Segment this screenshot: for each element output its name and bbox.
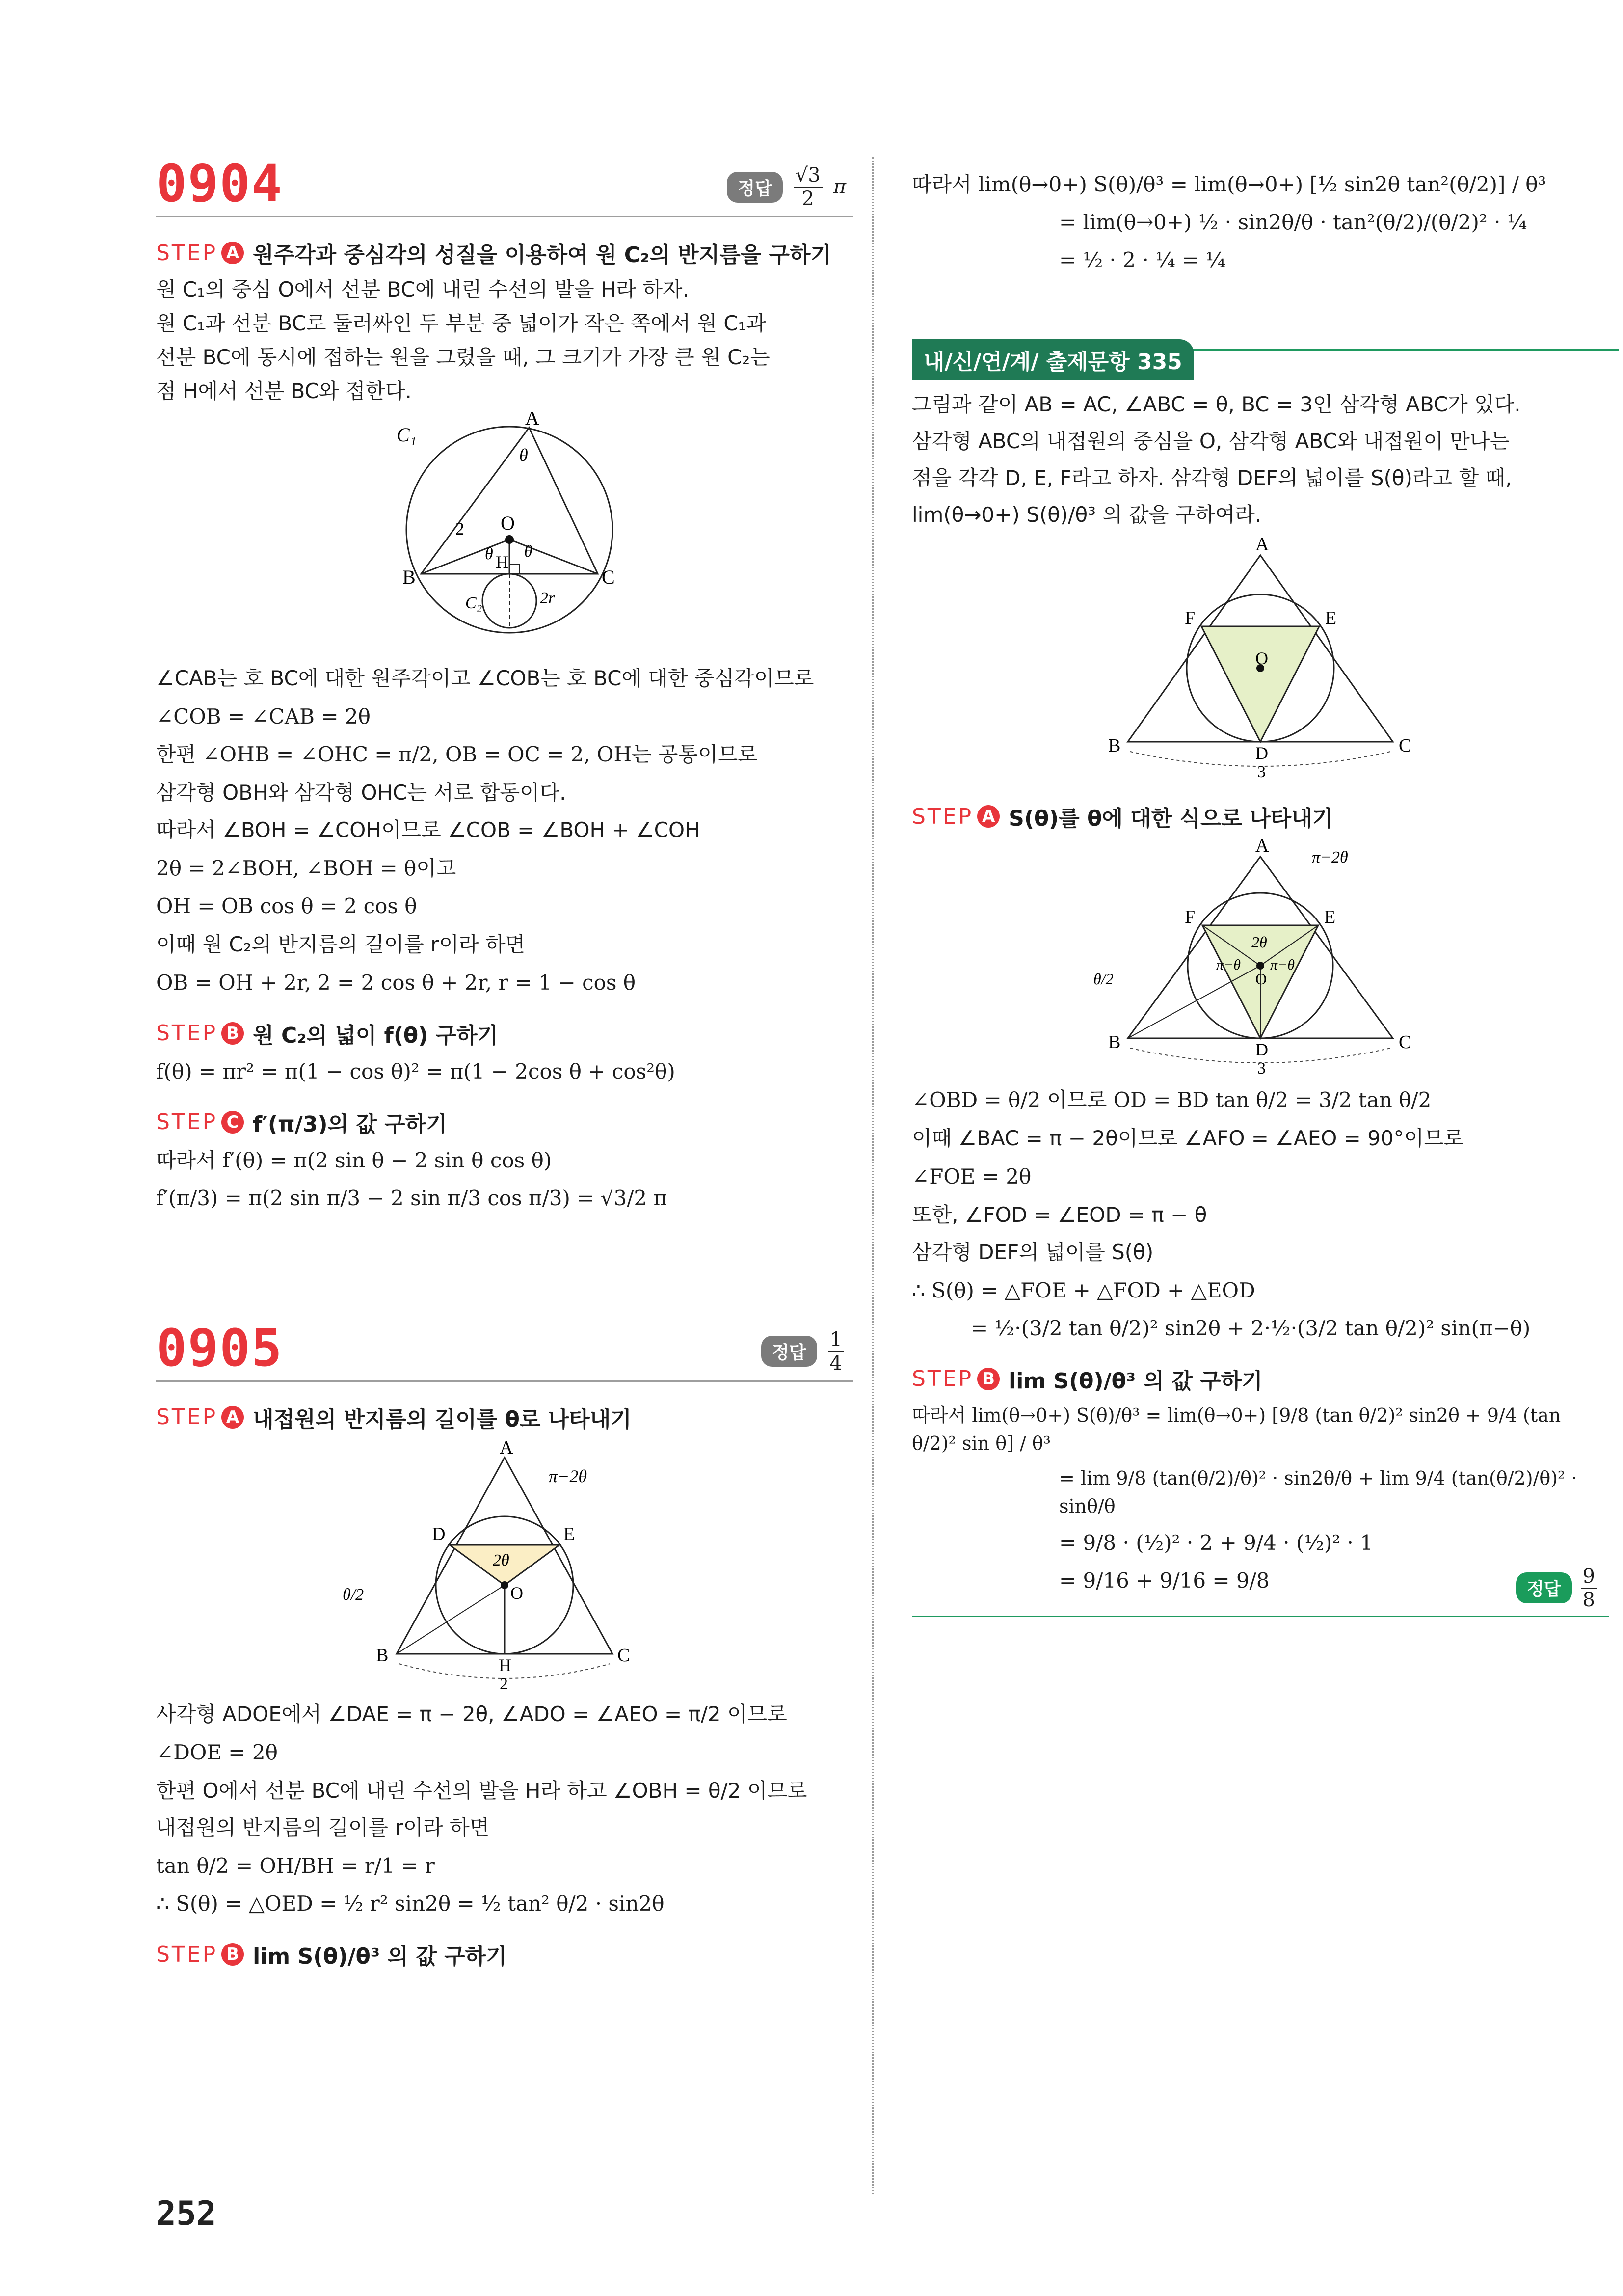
segment-ob — [1128, 966, 1260, 1038]
step-a-heading — [156, 237, 853, 269]
label-theta-left: θ — [485, 545, 493, 564]
right-column — [912, 162, 1609, 1617]
answer-fraction — [828, 1328, 844, 1375]
step-c-heading — [156, 1107, 853, 1138]
text-line: 또한, ∠FOD = ∠EOD = π − θ — [912, 1203, 1207, 1227]
step-letter-icon: B — [221, 1943, 244, 1966]
step-letter-icon: B — [221, 1022, 244, 1045]
math-line: OB = OH + 2r, 2 = 2 cos θ + 2r, r = 1 − cos θ — [156, 970, 636, 995]
step-letter-icon: B — [977, 1368, 1000, 1390]
step-b-heading — [156, 1018, 853, 1049]
step-title: lim S(θ)/θ³ 의 값 구하기 — [253, 1944, 507, 1970]
label-half-theta: θ/2 — [1093, 970, 1114, 988]
question-number: 0905 — [156, 1318, 283, 1378]
math-line: = ½ · 2 · ¼ = ¼ — [1059, 248, 1226, 272]
label-c: C — [1399, 1032, 1411, 1053]
math-line: ∠OBD = θ/2 이므로 OD = BD tan θ/2 = 3/2 tan θ/2 — [912, 1088, 1432, 1112]
label-three: 3 — [1257, 763, 1266, 782]
text-line: 사각형 ADOE에서 ∠DAE = π − 2θ, ∠ADO = ∠AEO = π/2 이므로 — [156, 1702, 787, 1726]
answer-denominator: 8 — [1582, 1588, 1595, 1611]
answer-box — [1516, 1565, 1599, 1611]
center-o — [1256, 962, 1264, 970]
segment-ob — [397, 1585, 505, 1654]
math-line: ∠COB = ∠CAB = 2θ — [156, 704, 371, 729]
answer-box — [727, 164, 846, 210]
answer-fraction — [794, 164, 823, 210]
label-a: A — [500, 1437, 513, 1458]
math-line: = 9/8 · (½)² · 2 + 9/4 · (½)² · 1 — [1059, 1530, 1373, 1555]
step-title: 내접원의 반지름의 길이를 θ로 나타내기 — [253, 1406, 632, 1432]
step-label: STEP — [156, 240, 218, 266]
label-2r: 2r — [540, 589, 555, 608]
text-line: ∠CAB는 호 BC에 대한 원주각이고 ∠COB는 호 BC에 대한 중심각이므로 — [156, 666, 814, 691]
step-letter-icon: A — [977, 805, 1000, 828]
problem-line: 점을 각각 D, E, F라고 하자. 삼각형 DEF의 넓이를 S(θ)라고 할 때, — [912, 466, 1512, 490]
math-line: ∠FOE = 2θ — [912, 1164, 1032, 1189]
solution-figure-335 — [1039, 837, 1481, 1078]
text-line: 점 H에서 선분 BC와 접한다. — [156, 379, 412, 404]
math-line: tan θ/2 = OH/BH = r/1 = r — [156, 1854, 435, 1878]
step-title: lim S(θ)/θ³ 의 값 구하기 — [1009, 1368, 1263, 1394]
math-line: ∴ S(θ) = △OED = ½ r² sin2θ = ½ tan² θ/2 · sin2θ — [156, 1891, 665, 1916]
step-label: STEP — [156, 1021, 218, 1046]
answer-numerator: √3 — [794, 164, 823, 188]
label-a: A — [1255, 536, 1269, 555]
text-line: 한편 O에서 선분 BC에 내린 수선의 발을 H라 하고 ∠OBH = θ/2 이므로 — [156, 1778, 807, 1803]
triangle-def — [1201, 626, 1319, 742]
math-line: = lim(θ→0+) ½ · sin2θ/θ · tan²(θ/2)/(θ/2)² · ¼ — [1059, 210, 1527, 234]
text-line: 따라서 ∠BOH = ∠COH이므로 ∠COB = ∠BOH + ∠COH — [156, 817, 700, 842]
page-number: 252 — [156, 2194, 216, 2233]
center-o — [505, 535, 514, 544]
label-theta-right: θ — [524, 542, 532, 561]
label-pi-minus-2theta: π−2θ — [549, 1466, 587, 1486]
label-2theta: 2θ — [1251, 933, 1267, 951]
label-e: E — [563, 1523, 575, 1544]
label-o: O — [1255, 648, 1268, 669]
label-b: B — [402, 566, 416, 589]
math-line: f(θ) = πr² = π(1 − cos θ)² = π(1 − 2cos θ + cos²θ) — [156, 1059, 675, 1083]
math-line: = 9/16 + 9/16 = 9/8 — [1059, 1568, 1270, 1593]
label-b: B — [376, 1645, 389, 1666]
label-half-theta: θ/2 — [343, 1585, 364, 1604]
bottom-rule — [912, 1616, 1609, 1617]
label-c: C — [617, 1645, 630, 1666]
problem-figure-335 — [1039, 536, 1481, 781]
step-title: f′(π/3)의 값 구하기 — [253, 1111, 447, 1137]
answer-badge: 정답 — [761, 1336, 817, 1367]
problem-line: 그림과 같이 AB = AC, ∠ABC = θ, BC = 3인 삼각형 ABC가 있다. — [912, 392, 1521, 416]
text-line: 삼각형 OBH와 삼각형 OHC는 서로 합동이다. — [156, 781, 566, 805]
text-line: 선분 BC에 동시에 접하는 원을 그렸을 때, 그 크기가 가장 큰 원 C₂는 — [156, 345, 770, 370]
label-f: F — [1185, 608, 1196, 629]
math-line: f′(π/3) = π(2 sin π/3 − 2 sin π/3 cos π/3) = √3/2 π — [156, 1186, 667, 1210]
math-line: 한편 ∠OHB = ∠OHC = π/2, OB = OC = 2, OH는 공통이므로 — [156, 742, 758, 767]
step-label: STEP — [156, 1942, 218, 1967]
answer-denominator: 2 — [801, 188, 814, 210]
problem-line: lim(θ→0+) S(θ)/θ³ 의 값을 구하여라. — [912, 503, 1262, 527]
step-b-heading — [156, 1939, 853, 1970]
label-o: O — [510, 1583, 523, 1603]
answer-badge: 정답 — [1516, 1572, 1572, 1603]
label-e: E — [1324, 907, 1336, 928]
math-line: = ½·(3/2 tan θ/2)² sin2θ + 2·½·(3/2 tan θ/2)² sin(π−θ) — [971, 1316, 1531, 1340]
step-a-heading — [156, 1402, 853, 1433]
step-title: 원 C₂의 넓이 f(θ) 구하기 — [253, 1023, 499, 1048]
text-line: 이때 원 C₂의 반지름의 길이를 r이라 하면 — [156, 932, 526, 956]
answer-fraction — [1581, 1565, 1597, 1611]
step-a-heading — [912, 801, 1609, 832]
text-line: 원 C₁과 선분 BC로 둘러싸인 두 부분 중 넓이가 작은 쪽에서 원 C₁과 — [156, 311, 767, 336]
text-line: 삼각형 DEF의 넓이를 S(θ) — [912, 1240, 1154, 1264]
step-b-heading — [912, 1363, 1609, 1395]
question-number: 0904 — [156, 154, 283, 214]
label-three: 3 — [1257, 1059, 1266, 1078]
final-answer-row — [912, 1565, 1609, 1611]
right-angle-mark — [509, 564, 519, 574]
label-a: A — [525, 412, 539, 430]
label-c2: C₂ — [465, 594, 482, 613]
answer-denominator: 4 — [829, 1351, 842, 1375]
math-line: ∠DOE = 2θ — [156, 1740, 278, 1764]
linked-problem-header — [912, 334, 1609, 383]
problem-line: 삼각형 ABC의 내접원의 중심을 O, 삼각형 ABC와 내접원이 만나는 — [912, 429, 1510, 454]
answer-pi: π — [833, 176, 846, 198]
math-line: 따라서 lim(θ→0+) S(θ)/θ³ = lim(θ→0+) [½ sin2θ tan²(θ/2)] / θ³ — [912, 172, 1546, 196]
label-d: D — [1255, 1040, 1268, 1060]
text-line: 내접원의 반지름의 길이를 r이라 하면 — [156, 1815, 490, 1839]
label-h: H — [499, 1655, 511, 1675]
answer-badge: 정답 — [727, 172, 783, 203]
label-pi-minus-theta-right: π−θ — [1270, 957, 1295, 973]
label-d: D — [1255, 743, 1268, 763]
label-d: D — [432, 1523, 446, 1544]
left-column — [156, 147, 853, 1970]
label-theta-a: θ — [519, 445, 528, 465]
label-c: C — [1399, 735, 1411, 756]
incircle-figure-0905 — [318, 1438, 691, 1693]
math-line: OH = OB cos θ = 2 cos θ — [156, 893, 417, 918]
label-pi-minus-2theta: π−2θ — [1312, 848, 1348, 867]
step-title: S(θ)를 θ에 대한 식으로 나타내기 — [1009, 806, 1333, 832]
center-o — [501, 1581, 508, 1589]
label-h: H — [496, 552, 508, 572]
text-line: 원 C₁의 중심 O에서 선분 BC에 내린 수선의 발을 H라 하자. — [156, 277, 689, 301]
answer-box — [761, 1328, 846, 1375]
answer-numerator: 9 — [1581, 1565, 1597, 1589]
math-line: 따라서 lim(θ→0+) S(θ)/θ³ = lim(θ→0+) [9/8 (tan θ/2)² sin2θ + 9/4 (tan θ/2)² sin θ] / θ³ — [912, 1404, 1561, 1454]
label-f: F — [1185, 907, 1196, 928]
linked-problem-tag: 내/신/연/계/ 출제문항 335 — [912, 339, 1194, 380]
step-title: 원주각과 중심각의 성질을 이용하여 원 C₂의 반지름을 구하기 — [253, 243, 832, 268]
math-line: 따라서 f′(θ) = π(2 sin θ − 2 sin θ cos θ) — [156, 1148, 552, 1172]
label-two: 2 — [500, 1675, 508, 1693]
text-line: 이때 ∠BAC = π − 2θ이므로 ∠AFO = ∠AEO = 90°이므로 — [912, 1126, 1464, 1151]
step-label: STEP — [912, 804, 974, 829]
answer-numerator: 1 — [828, 1328, 844, 1352]
label-a: A — [1255, 837, 1269, 857]
label-b: B — [1108, 1032, 1121, 1053]
label-e: E — [1325, 608, 1337, 629]
question-header-0905 — [156, 1312, 853, 1382]
step-label: STEP — [912, 1366, 974, 1392]
label-c1: C₁ — [397, 424, 417, 446]
label-b: B — [1108, 735, 1121, 756]
math-line: 2θ = 2∠BOH, ∠BOH = θ이고 — [156, 856, 456, 880]
step-letter-icon: C — [221, 1111, 244, 1134]
step-letter-icon: A — [221, 242, 244, 264]
circle-figure-0904 — [367, 412, 642, 657]
math-line: = lim 9/8 (tan(θ/2)/θ)² · sin2θ/θ + lim 9/4 (tan(θ/2)/θ)² · sinθ/θ — [1059, 1467, 1577, 1517]
question-header-0904 — [156, 147, 853, 217]
label-2theta: 2θ — [493, 1551, 509, 1569]
label-two: 2 — [455, 519, 464, 539]
column-divider — [872, 157, 874, 2194]
step-label: STEP — [156, 1109, 218, 1135]
step-label: STEP — [156, 1405, 218, 1430]
step-letter-icon: A — [221, 1406, 244, 1429]
label-pi-minus-theta-left: π−θ — [1216, 957, 1241, 973]
math-line: ∴ S(θ) = △FOE + △FOD + △EOD — [912, 1278, 1255, 1302]
label-c: C — [602, 566, 615, 589]
label-o: O — [501, 512, 515, 535]
label-o: O — [1255, 970, 1267, 988]
